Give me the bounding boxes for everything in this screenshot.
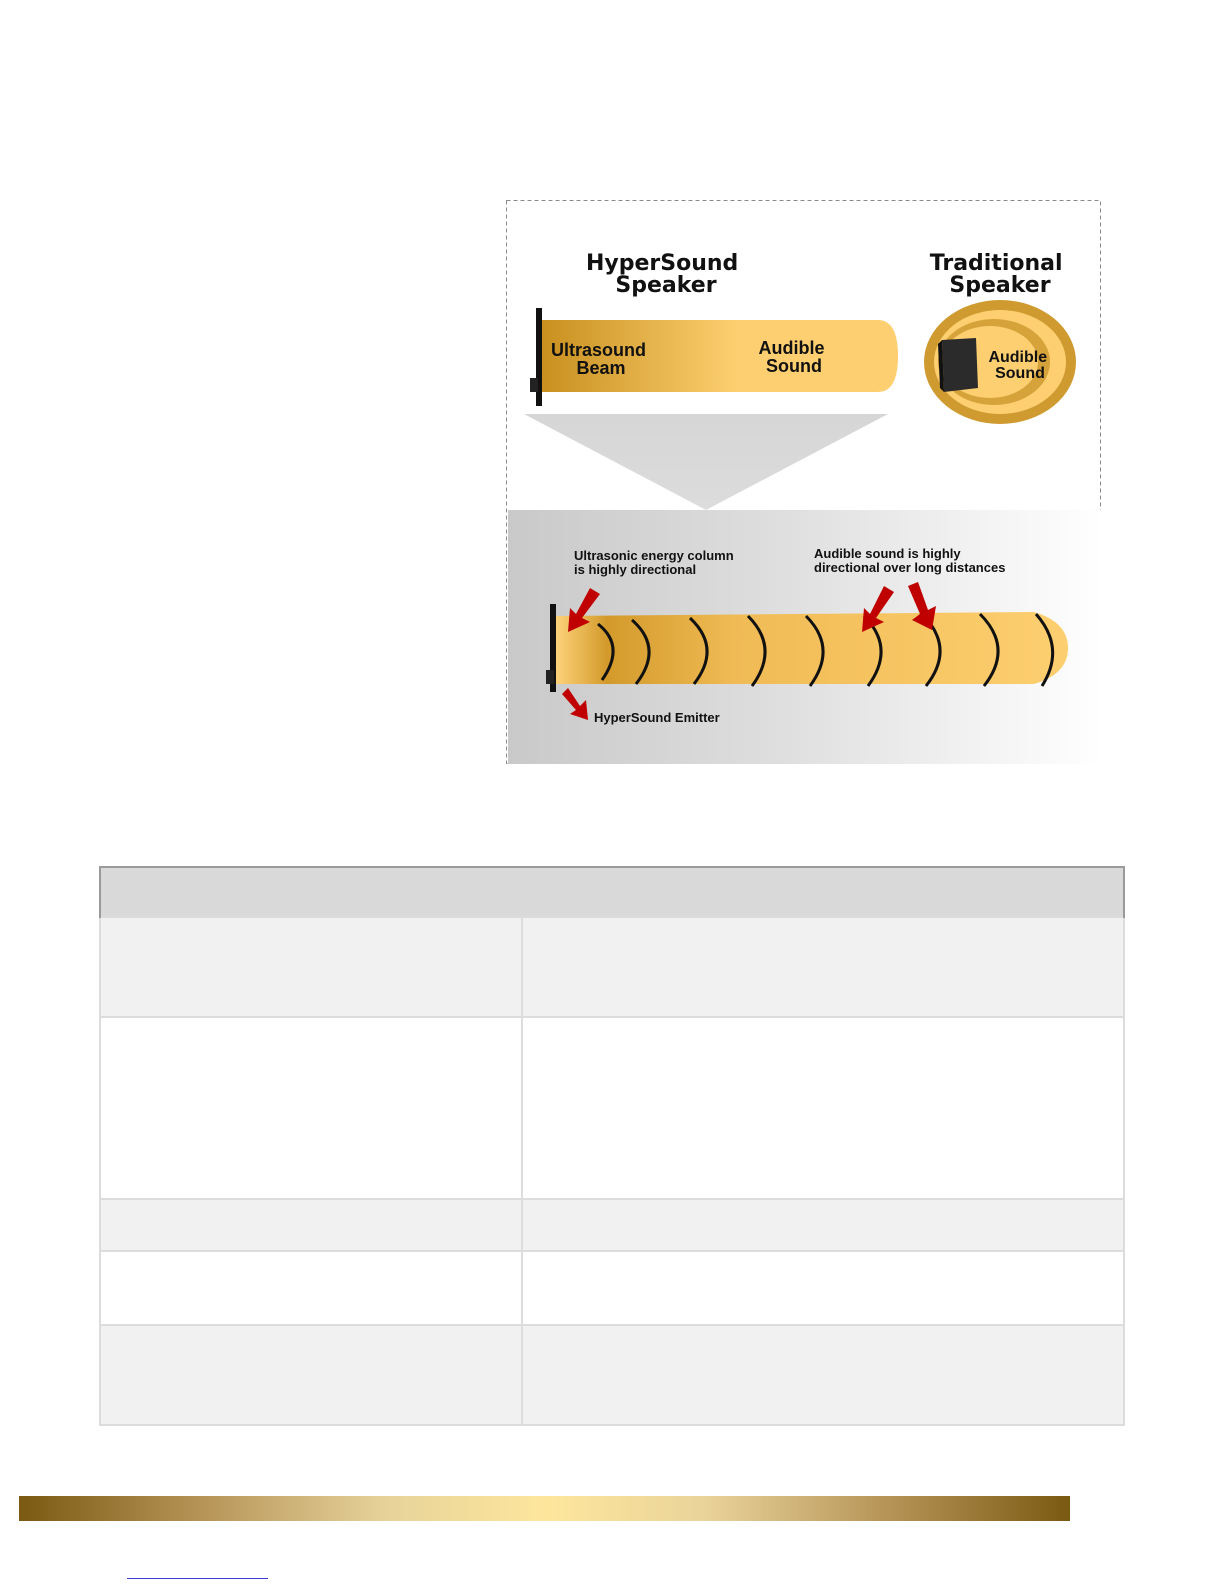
traditional-title	[930, 251, 1070, 298]
hypersound-diagram	[506, 200, 1114, 774]
hypersound-title-line1: HyperSound	[586, 251, 739, 276]
table-cell	[100, 917, 522, 1017]
table-cell	[522, 917, 1124, 1017]
table-row	[100, 1199, 1124, 1251]
callout-column: Ultrasonic energy column is highly directional	[574, 548, 734, 577]
traditional-audible-label: Audible Sound	[988, 349, 1048, 382]
table-cell	[522, 1017, 1124, 1199]
table-cell	[522, 1251, 1124, 1325]
table-cell	[100, 1325, 522, 1425]
hypersound-title-line2: Speaker	[615, 273, 717, 298]
table-cell	[100, 1017, 522, 1199]
table-cell	[522, 1199, 1124, 1251]
zoom-funnel	[524, 414, 888, 510]
callout-audible: Audible sound is highly directional over long distances	[814, 546, 1006, 575]
table-row	[100, 1325, 1124, 1425]
traditional-title-line2: Speaker	[949, 273, 1051, 298]
table-cell	[522, 1325, 1124, 1425]
callout-emitter: HyperSound Emitter	[594, 710, 720, 725]
traditional-title-line1: Traditional	[929, 251, 1063, 276]
ultrasound-beam-label: Ultrasound Beam	[550, 340, 646, 378]
beam-audible-label: Audible Sound	[758, 338, 825, 376]
footer-gold-bar	[19, 1496, 1070, 1521]
footer-link-underline	[127, 1578, 268, 1579]
table-row	[100, 1251, 1124, 1325]
speaker-box-icon	[942, 338, 978, 392]
table-row	[100, 1017, 1124, 1199]
specs-table	[99, 866, 1125, 1426]
column-emitter-knob	[546, 670, 554, 684]
table-header-row	[100, 867, 1124, 917]
table-header-cell	[100, 867, 1124, 917]
hypersound-title	[586, 251, 746, 298]
hypersound-emitter-knob	[530, 378, 538, 392]
table-cell	[100, 1199, 522, 1251]
table-cell	[100, 1251, 522, 1325]
table-row	[100, 917, 1124, 1017]
